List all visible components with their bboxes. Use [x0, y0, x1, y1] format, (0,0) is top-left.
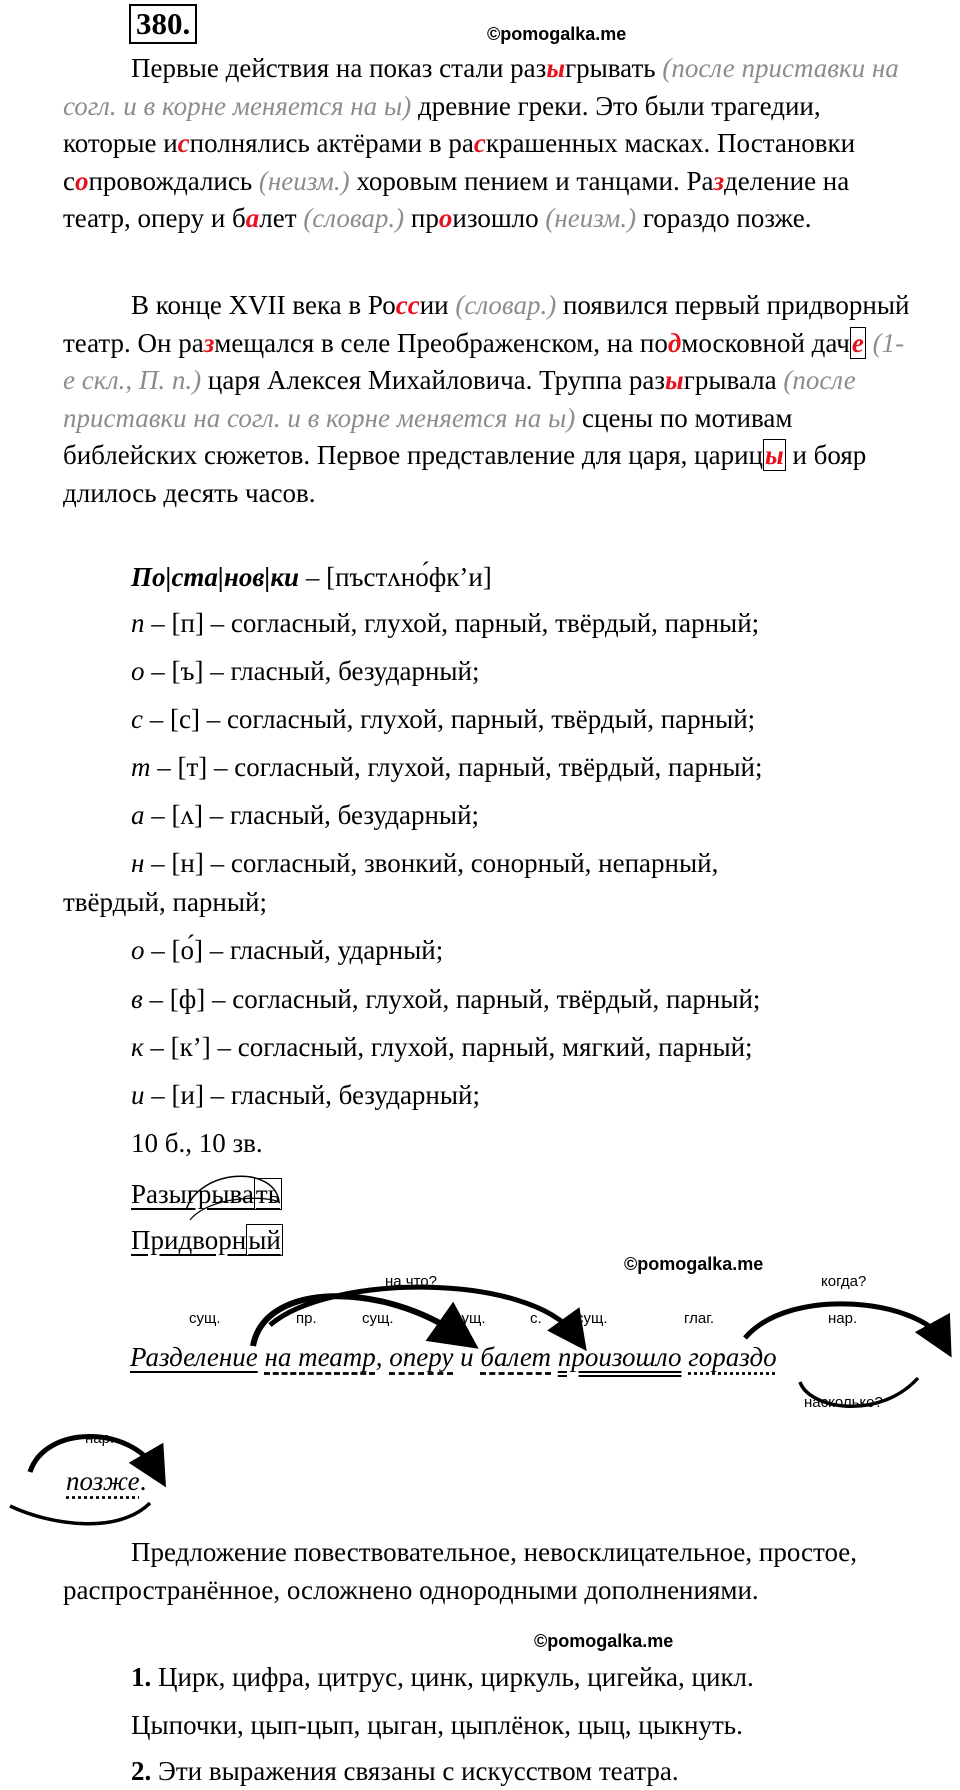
conclusion: Предложение повествовательное, невосклицательное, простое, распространённое, осложнено однородными дополнениями. [63, 1537, 858, 1605]
root-arc [186, 1176, 279, 1210]
root-arc [190, 1198, 280, 1220]
phonetic-word: По|ста|нов|ки – [пъстʌно́фк’и] [131, 562, 492, 592]
pos-label: с. [530, 1310, 542, 1327]
paragraph-1: Первые действия на показ стали разыгрывать (после приставки на согл. и в корне меняется на ы) древние греки. Это были трагедии, которые исполнялись актёрами в раскрашенных масках. Постановки сопровождались (неизм.) хоровым пением и танцами. Разделение на театр, оперу и балет (словар.) произошло (неизм.) гораздо позже. [63, 53, 899, 233]
arrow [30, 1436, 156, 1472]
task-1-line-1: 1. Цирк, цифра, цитрус, цинк, циркуль, цигейка, цикл. [131, 1662, 754, 1692]
watermark: ©pomogalka.me [487, 24, 627, 44]
phonetic-row: твёрдый, парный; [63, 887, 267, 917]
phonetic-row: п – [п] – согласный, глухой, парный, твёрдый, парный; [131, 608, 760, 638]
watermark: ©pomogalka.me [534, 1631, 674, 1651]
pos-label: нар. [828, 1310, 858, 1327]
parsed-sentence-end: позже. [66, 1466, 147, 1496]
phonetic-row: с – [с] – согласный, глухой, парный, твёрдый, парный; [131, 704, 756, 734]
phonetic-row: к – [к’] – согласный, глухой, парный, мягкий, парный; [131, 1032, 753, 1062]
exercise-number: 380. [129, 4, 197, 44]
phonetic-summary: 10 б., 10 зв. [131, 1128, 263, 1158]
task-1-line-2: Цыпочки, цып-цып, цыган, цыплёнок, цыц, цыкнуть. [131, 1710, 743, 1740]
arrow [270, 1287, 575, 1335]
phonetic-row: о – [ъ] – гласный, безударный; [131, 656, 480, 686]
pos-label: сущ. [454, 1310, 486, 1327]
task-2: 2. Эти выражения связаны с искусством театра. [131, 1756, 679, 1786]
phonetic-row: в – [ф] – согласный, глухой, парный, твёрдый, парный; [131, 984, 761, 1014]
parsed-sentence: Разделение на театр, оперу и балет произошло гораздо [130, 1342, 777, 1372]
arrow [10, 1503, 150, 1524]
question-label: на что? [385, 1273, 437, 1290]
pos-label: нар. [85, 1430, 115, 1447]
pos-label: сущ. [189, 1310, 221, 1327]
watermark: ©pomogalka.me [624, 1254, 764, 1274]
pos-label: пр. [296, 1310, 317, 1327]
morpheme-word-1: Разыгрывать [131, 1179, 281, 1209]
phonetic-row: н – [н] – согласный, звонкий, сонорный, непарный, [131, 848, 719, 878]
phonetic-row: т – [т] – согласный, глухой, парный, твёрдый, парный; [131, 752, 763, 782]
question-label: насколько? [804, 1394, 883, 1411]
paragraph-2: В конце XVII века в России (словар.) появился первый придворный театр. Он размещался в селе Преображенском, на подмосковной даче (1-е скл., П. п.) царя Алексея Михайловича. Труппа разыгрывала (после приставки на согл. и в корне меняется на ы) сцены по мотивам библейских сюжетов. Первое представление для царя, царицы и бояр длилось десять часов. [63, 290, 910, 508]
arrow [745, 1304, 942, 1340]
phonetic-row: о – [о́] – гласный, ударный; [131, 935, 444, 965]
question-label: когда? [821, 1273, 867, 1290]
morpheme-word-2: Придворный [131, 1225, 281, 1255]
pos-label: сущ. [576, 1310, 608, 1327]
pos-label: сущ. [362, 1310, 394, 1327]
pos-label: глаг. [684, 1310, 715, 1327]
arrow [253, 1296, 459, 1346]
arrow [800, 1378, 918, 1406]
phonetic-row: и – [и] – гласный, безударный; [131, 1080, 480, 1110]
phonetic-row: а – [ʌ] – гласный, безударный; [131, 800, 480, 830]
